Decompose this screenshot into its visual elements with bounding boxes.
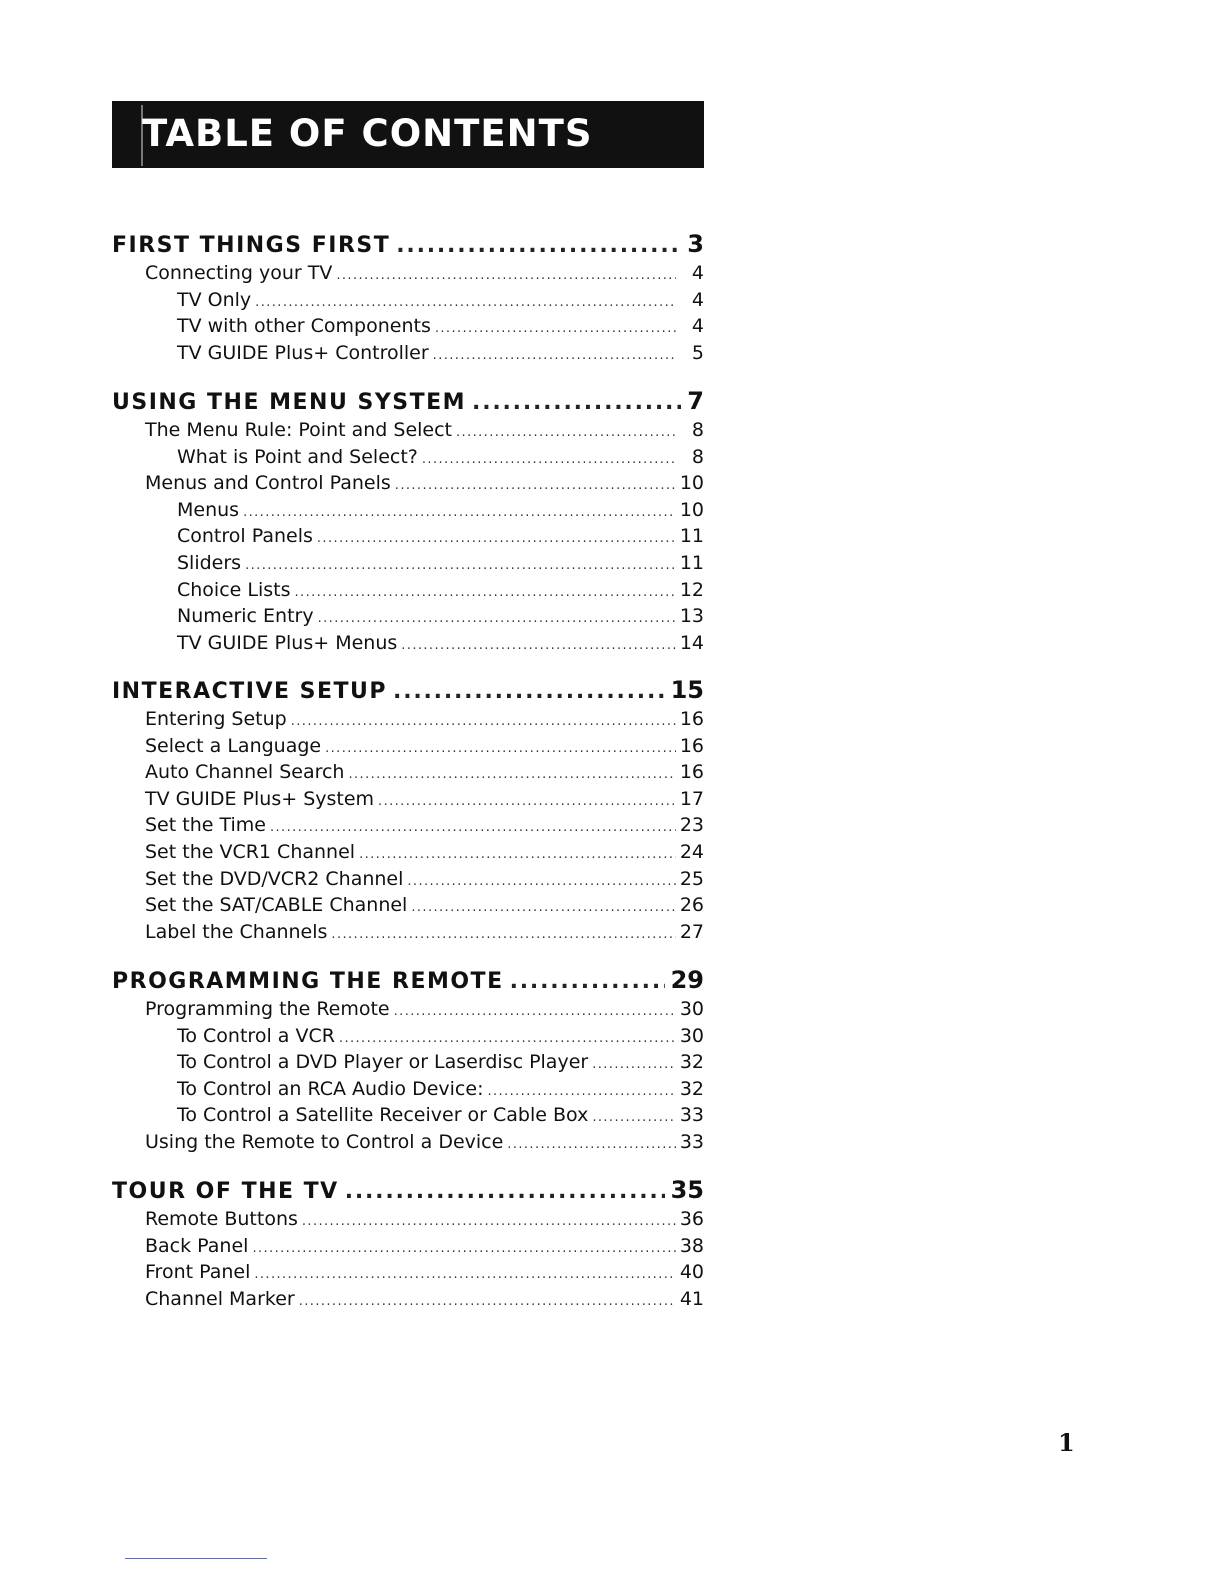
section-page-number: 35 xyxy=(670,1176,704,1204)
toc-entry-label: Label the Channels xyxy=(145,920,328,943)
dot-leader xyxy=(339,1026,676,1052)
toc-entry-page-number: 5 xyxy=(691,341,704,364)
toc-entry xyxy=(177,630,704,656)
toc-entry xyxy=(177,313,704,339)
toc-entry xyxy=(177,523,704,549)
toc-entry-label: Set the VCR1 Channel xyxy=(145,841,356,863)
toc-entry-label: Channel Marker xyxy=(145,1287,295,1310)
toc-entry xyxy=(145,996,704,1022)
dot-leader xyxy=(359,842,676,868)
toc-entry xyxy=(145,260,704,286)
toc-entry-page-number: 27 xyxy=(679,920,704,943)
dot-leader xyxy=(302,1209,676,1235)
toc-entry xyxy=(177,287,704,313)
toc-entry-page-number: 30 xyxy=(679,1024,704,1047)
toc-entry-page-number: 32 xyxy=(679,1051,704,1074)
toc-entry-label: Remote Buttons xyxy=(145,1208,298,1230)
toc-entry-label: Menus xyxy=(177,498,240,521)
toc-entry-label: Menus and Control Panels xyxy=(145,472,391,495)
toc-entry-label: The Menu Rule: Point and Select xyxy=(145,419,452,441)
toc-entry-label: Auto Channel Search xyxy=(145,761,345,784)
dot-leader xyxy=(401,633,676,659)
toc-entry-label: To Control a VCR xyxy=(177,1024,335,1047)
dot-leader xyxy=(395,473,676,499)
toc-entry xyxy=(177,1023,704,1049)
toc-entry-page-number: 10 xyxy=(679,472,704,495)
toc-entry-label: TV with other Components xyxy=(177,315,431,338)
toc-entry-page-number: 33 xyxy=(679,1104,704,1127)
toc-entry-page-number: 16 xyxy=(679,734,704,757)
toc-entry xyxy=(145,1286,704,1312)
toc-entry xyxy=(145,892,704,918)
dot-leader xyxy=(487,1079,675,1105)
dot-leader xyxy=(433,343,676,369)
section-title-label: PROGRAMMING THE REMOTE xyxy=(112,969,504,994)
dot-leader xyxy=(394,999,676,1025)
dot-leader xyxy=(318,606,676,632)
dot-leader xyxy=(435,316,676,342)
dot-leader xyxy=(393,679,665,704)
toc-entry xyxy=(145,1233,704,1259)
toc-entry-page-number: 10 xyxy=(679,498,704,521)
toc-entry xyxy=(145,812,704,838)
toc-entry xyxy=(145,1129,704,1155)
toc-entry-page-number: 11 xyxy=(679,525,704,548)
toc-entry xyxy=(145,839,704,865)
footer-rule xyxy=(125,1558,267,1559)
toc-entry-label: Front Panel xyxy=(145,1261,251,1284)
toc-entry-label: Choice Lists xyxy=(177,578,291,601)
toc-entry-page-number: 25 xyxy=(679,867,704,890)
dot-leader xyxy=(507,1132,676,1158)
toc-entry-page-number: 4 xyxy=(691,315,704,338)
toc-entry xyxy=(145,733,704,759)
dot-leader xyxy=(245,553,676,579)
dot-leader xyxy=(270,815,676,841)
toc-entry-label: Set the SAT/CABLE Channel xyxy=(145,894,408,917)
page-title: TABLE OF CONTENTS xyxy=(142,112,593,155)
toc-entry xyxy=(145,866,704,892)
toc-entry xyxy=(177,1102,704,1128)
toc-entry xyxy=(177,497,704,523)
toc-entry-page-number: 23 xyxy=(679,814,704,837)
toc-entry-label: TV GUIDE Plus+ Controller xyxy=(177,341,429,364)
toc-entry xyxy=(145,919,704,945)
dot-leader xyxy=(422,447,676,473)
toc-entry-label: TV GUIDE Plus+ Menus xyxy=(177,631,398,654)
section-title xyxy=(112,676,704,710)
toc-entry-label: Numeric Entry xyxy=(177,605,314,628)
toc-entry xyxy=(177,1049,704,1075)
dot-leader xyxy=(317,526,676,552)
toc-entry-label: To Control a Satellite Receiver or Cable Box xyxy=(177,1104,589,1127)
toc-entry xyxy=(177,444,704,470)
toc-entry-page-number: 14 xyxy=(679,631,704,654)
toc-entry-label: Back Panel xyxy=(145,1234,249,1257)
dot-leader xyxy=(396,233,681,258)
toc-entry xyxy=(177,603,704,629)
toc-entry-label: To Control an RCA Audio Device: xyxy=(177,1077,484,1100)
toc-entry xyxy=(145,759,704,785)
toc-entry-page-number: 32 xyxy=(679,1077,704,1100)
section-title xyxy=(112,230,704,264)
dot-leader xyxy=(331,922,675,948)
toc-entry-page-number: 16 xyxy=(679,708,704,730)
toc-entry-label: Set the Time xyxy=(145,814,266,837)
toc-entry-page-number: 8 xyxy=(691,419,704,441)
dot-leader xyxy=(592,1105,676,1131)
toc-entry-label: Set the DVD/VCR2 Channel xyxy=(145,867,404,890)
toc-entry-label: Select a Language xyxy=(145,734,322,757)
toc-entry xyxy=(145,706,704,732)
toc-entry-page-number: 33 xyxy=(679,1131,704,1153)
toc-entry-label: TV Only xyxy=(177,288,252,311)
toc-entry-label: To Control a DVD Player or Laserdisc Player xyxy=(177,1051,589,1074)
toc-entry-label: TV GUIDE Plus+ System xyxy=(145,787,375,810)
toc-entry xyxy=(177,340,704,366)
page-number: 1 xyxy=(1058,1428,1075,1457)
toc-entry-page-number: 11 xyxy=(679,552,704,574)
section-page-number: 7 xyxy=(687,387,704,415)
dot-leader xyxy=(254,1262,675,1288)
section-page-number: 29 xyxy=(670,966,704,994)
toc-entry-page-number: 4 xyxy=(691,288,704,311)
toc-entry-label: Control Panels xyxy=(177,525,313,548)
toc-entry xyxy=(177,577,704,603)
toc-entry xyxy=(145,470,704,496)
dot-leader xyxy=(348,762,675,788)
toc-entry-page-number: 16 xyxy=(679,761,704,784)
section-page-number: 15 xyxy=(670,676,704,704)
toc-entry-page-number: 8 xyxy=(691,445,704,468)
toc-entry-page-number: 13 xyxy=(679,605,704,628)
toc-entry-page-number: 30 xyxy=(679,998,704,1020)
toc-entry xyxy=(145,786,704,812)
toc-entry-page-number: 41 xyxy=(679,1287,704,1310)
toc-entry-label: Sliders xyxy=(177,552,242,574)
section-title xyxy=(112,966,704,1000)
toc-entry-label: Connecting your TV xyxy=(145,262,333,284)
toc-entry-label: Using the Remote to Control a Device xyxy=(145,1131,504,1153)
dot-leader xyxy=(252,1236,675,1262)
section-title xyxy=(112,387,704,421)
toc-entry xyxy=(145,1259,704,1285)
toc-entry-page-number: 36 xyxy=(679,1208,704,1230)
section-title-label: USING THE MENU SYSTEM xyxy=(112,390,467,415)
section-title xyxy=(112,1176,704,1210)
dot-leader xyxy=(378,789,676,815)
dot-leader xyxy=(456,420,676,446)
toc-entry xyxy=(177,1076,704,1102)
section-title-label: INTERACTIVE SETUP xyxy=(112,679,388,704)
dot-leader xyxy=(299,1289,676,1315)
toc-entry-label: What is Point and Select? xyxy=(177,445,418,468)
dot-leader xyxy=(592,1052,676,1078)
toc-entry xyxy=(177,550,704,576)
dot-leader xyxy=(407,869,675,895)
toc-entry-label: Programming the Remote xyxy=(145,998,390,1020)
dot-leader xyxy=(255,290,676,316)
section-title-label: FIRST THINGS FIRST xyxy=(112,233,391,258)
dot-leader xyxy=(325,736,676,762)
toc-entry-label: Entering Setup xyxy=(145,708,287,730)
dot-leader xyxy=(345,1179,665,1204)
dot-leader xyxy=(510,969,665,994)
dot-leader xyxy=(243,500,676,526)
toc-entry-page-number: 24 xyxy=(679,841,704,863)
toc-entry-page-number: 26 xyxy=(679,894,704,917)
toc-entry-page-number: 38 xyxy=(679,1234,704,1257)
toc-entry-page-number: 17 xyxy=(679,787,704,810)
section-page-number: 3 xyxy=(687,230,704,258)
toc-entry xyxy=(145,417,704,443)
dot-leader xyxy=(336,263,676,289)
dot-leader xyxy=(411,895,675,921)
dot-leader xyxy=(291,709,676,735)
dot-leader xyxy=(295,580,676,606)
toc-entry-page-number: 4 xyxy=(691,262,704,284)
toc-entry-page-number: 12 xyxy=(679,578,704,601)
toc-entry-page-number: 40 xyxy=(679,1261,704,1284)
toc-entry xyxy=(145,1206,704,1232)
dot-leader xyxy=(472,390,681,415)
section-title-label: TOUR OF THE TV xyxy=(112,1179,339,1204)
